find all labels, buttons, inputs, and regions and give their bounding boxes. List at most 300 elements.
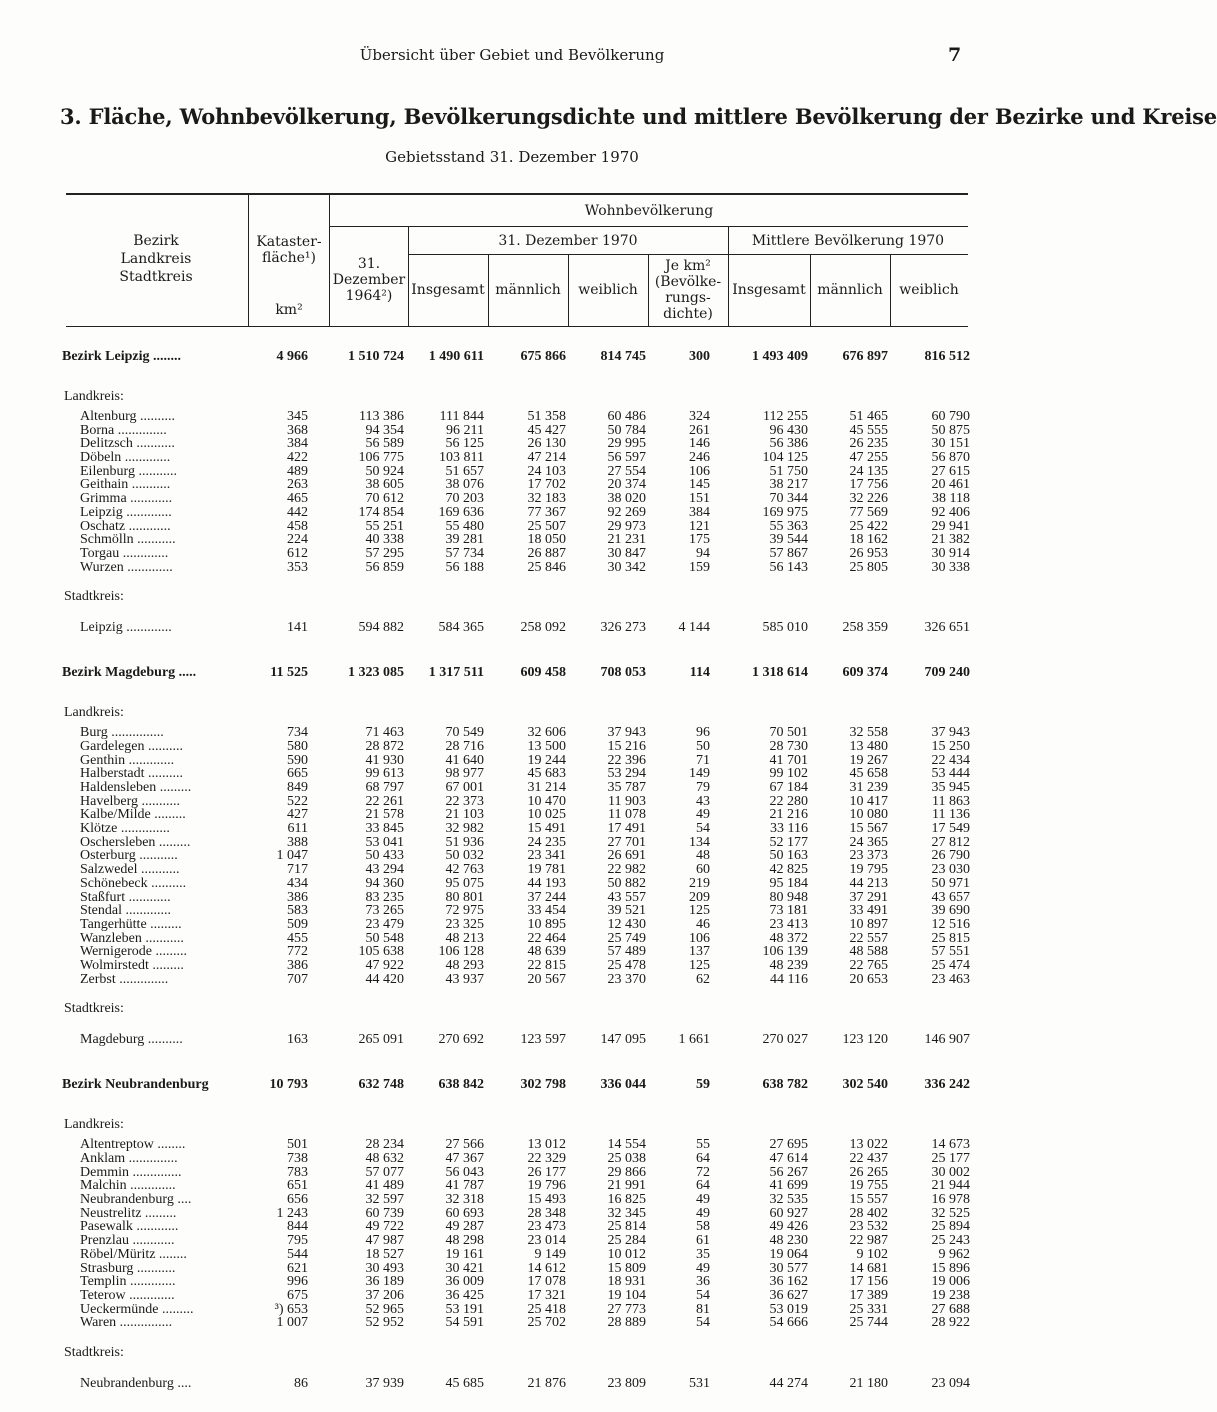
cell-weiblich-1970: 53 294 (607, 766, 646, 782)
cell-katasterflaeche: 651 (287, 1178, 308, 1194)
cell-dichte: 36 (696, 1274, 710, 1290)
row-name: Wurzen ............. (80, 559, 173, 575)
cell-dichte: 261 (689, 422, 710, 438)
cell-dez-1964: 22 261 (365, 793, 404, 809)
cell-insgesamt-1970: 1 490 611 (428, 349, 484, 364)
cell-mittlere-weiblich: 816 512 (924, 349, 970, 364)
cell-mittlere-insgesamt: 32 535 (769, 1192, 808, 1208)
cell-katasterflaeche: 263 (287, 477, 308, 493)
cell-dez-1964: 28 872 (365, 738, 404, 754)
cell-dichte: 79 (696, 780, 710, 795)
cell-maennlich-1970: 24 235 (527, 834, 566, 850)
cell-mittlere-weiblich: 12 516 (931, 916, 970, 932)
cell-mittlere-weiblich: 23 030 (931, 862, 970, 878)
cell-mittlere-maennlich: 10 417 (849, 793, 888, 809)
cell-mittlere-insgesamt: 53 019 (769, 1301, 808, 1317)
cell-mittlere-insgesamt: 44 116 (770, 971, 808, 987)
cell-maennlich-1970: 609 458 (520, 665, 566, 681)
cell-weiblich-1970: 11 078 (608, 807, 646, 823)
cell-maennlich-1970: 10 895 (527, 916, 566, 932)
cell-mittlere-weiblich: 326 651 (924, 620, 970, 636)
row-name: Kalbe/Milde ......... (80, 807, 186, 823)
cell-mittlere-insgesamt: 47 614 (769, 1151, 808, 1166)
cell-insgesamt-1970: 30 421 (445, 1260, 484, 1276)
cell-mittlere-maennlich: 13 022 (849, 1137, 888, 1153)
cell-dez-1964: 94 354 (365, 422, 404, 438)
cell-dichte: 300 (689, 349, 710, 364)
cell-insgesamt-1970: 96 211 (446, 422, 484, 438)
cell-mittlere-weiblich: 25 243 (931, 1233, 970, 1249)
table-row (58, 1316, 973, 1330)
cell-dez-1964: 94 360 (365, 875, 404, 891)
cell-weiblich-1970: 92 269 (607, 504, 646, 520)
cell-dichte: 55 (696, 1137, 710, 1153)
cell-insgesamt-1970: 51 657 (445, 463, 484, 479)
cell-dichte: 94 (696, 545, 710, 561)
cell-weiblich-1970: 336 044 (600, 1077, 646, 1093)
cell-mittlere-insgesamt: 48 372 (769, 930, 808, 946)
cell-dez-1964: 632 748 (358, 1077, 404, 1093)
table-row (58, 808, 973, 822)
cell-maennlich-1970: 17 702 (527, 477, 566, 493)
row-name: Staßfurt ............ (80, 889, 171, 905)
cell-weiblich-1970: 326 273 (600, 620, 646, 636)
cell-maennlich-1970: 23 341 (527, 848, 566, 864)
cell-mittlere-weiblich: 22 434 (931, 752, 970, 768)
cell-mittlere-weiblich: 25 815 (931, 930, 970, 946)
row-name: Strasburg ........... (80, 1260, 176, 1276)
cell-mittlere-maennlich: 24 365 (849, 834, 888, 850)
cell-maennlich-1970: 22 464 (527, 930, 566, 946)
cell-dichte: 134 (689, 834, 710, 850)
cell-weiblich-1970: 10 012 (607, 1246, 646, 1262)
cell-weiblich-1970: 57 489 (607, 944, 646, 960)
table-row (58, 410, 973, 424)
cell-maennlich-1970: 48 639 (527, 944, 566, 960)
table-row (58, 1152, 973, 1166)
cell-mittlere-insgesamt: 80 948 (769, 889, 808, 905)
row-name: Leipzig ............. (80, 620, 172, 636)
cell-mittlere-insgesamt: 41 699 (769, 1178, 808, 1194)
cell-mittlere-insgesamt: 19 064 (769, 1246, 808, 1262)
header-dez-1970: 31. Dezember 1970 (498, 233, 638, 249)
row-name: Pasewalk ............ (80, 1219, 179, 1235)
cell-insgesamt-1970: 72 975 (445, 903, 484, 919)
row-name: Waren ............... (80, 1315, 173, 1331)
row-name: Landkreis: (64, 705, 124, 721)
cell-insgesamt-1970: 638 842 (438, 1077, 484, 1093)
cell-mittlere-maennlich: 10 080 (849, 807, 888, 823)
cell-katasterflaeche: 509 (287, 916, 308, 932)
row-name: Prenzlau ............ (80, 1233, 175, 1249)
table-subtitle: Gebietsstand 31. Dezember 1970 (385, 148, 639, 166)
header-wohnbevoelkerung: Wohnbevölkerung (584, 203, 714, 219)
cell-insgesamt-1970: 47 367 (445, 1151, 484, 1166)
cell-mittlere-insgesamt: 51 750 (769, 463, 808, 479)
cell-weiblich-1970: 23 370 (607, 971, 646, 987)
row-name: Halberstadt .......... (80, 766, 184, 782)
cell-maennlich-1970: 10 025 (527, 807, 566, 823)
cell-dichte: 106 (689, 930, 710, 946)
cell-katasterflaeche: 544 (287, 1246, 308, 1262)
row-name: Neustrelitz ......... (80, 1205, 177, 1221)
cell-weiblich-1970: 25 814 (607, 1219, 646, 1235)
cell-maennlich-1970: 37 244 (527, 889, 566, 905)
cell-katasterflaeche: 388 (287, 834, 308, 850)
cell-katasterflaeche: 345 (287, 409, 308, 424)
cell-katasterflaeche: 422 (287, 450, 308, 466)
cell-mittlere-weiblich: 19 006 (931, 1274, 970, 1290)
row-name: Eilenburg ........... (80, 463, 177, 479)
row-spacer (58, 690, 973, 700)
cell-dez-1964: 47 922 (365, 957, 404, 973)
cell-katasterflaeche: 386 (287, 957, 308, 973)
cell-mittlere-maennlich: 17 156 (849, 1274, 888, 1290)
cell-maennlich-1970: 10 470 (527, 793, 566, 809)
table-row (58, 932, 973, 946)
cell-mittlere-insgesamt: 56 267 (769, 1164, 808, 1180)
cell-insgesamt-1970: 41 640 (445, 752, 484, 768)
table-title: 3. Fläche, Wohnbevölkerung, Bevölkerungsdichte und mittlere Bevölkerung der Bezirke und Kreise (60, 104, 1217, 129)
cell-weiblich-1970: 29 995 (607, 436, 646, 452)
cell-insgesamt-1970: 80 801 (445, 889, 484, 905)
cell-dichte: 71 (696, 752, 710, 768)
cell-mittlere-maennlich: 10 897 (849, 916, 888, 932)
cell-mittlere-insgesamt: 70 501 (769, 725, 808, 741)
cell-dez-1964: 41 930 (365, 752, 404, 768)
header-insgesamt: Insgesamt (411, 282, 485, 298)
row-name: Landkreis: (64, 1117, 124, 1133)
row-name: Döbeln ............. (80, 450, 171, 466)
row-name: Wolmirstedt ......... (80, 957, 184, 973)
cell-katasterflaeche: 1 047 (276, 848, 308, 864)
cell-mittlere-weiblich: 23 094 (931, 1375, 970, 1391)
cell-insgesamt-1970: 41 787 (445, 1178, 484, 1194)
table-row (58, 1234, 973, 1248)
cell-dichte: 49 (696, 1192, 710, 1208)
table-row (58, 492, 973, 506)
cell-mittlere-weiblich: 25 894 (931, 1219, 970, 1235)
cell-insgesamt-1970: 23 325 (445, 916, 484, 932)
cell-insgesamt-1970: 56 188 (445, 559, 484, 575)
cell-mittlere-maennlich: 23 373 (849, 848, 888, 864)
cell-katasterflaeche: 612 (287, 545, 308, 561)
cell-dez-1964: 50 548 (365, 930, 404, 946)
cell-weiblich-1970: 20 374 (607, 477, 646, 493)
row-spacer (58, 1330, 973, 1340)
cell-maennlich-1970: 19 244 (527, 752, 566, 768)
cell-dez-1964: 53 041 (365, 834, 404, 850)
cell-mittlere-weiblich: 30 914 (931, 545, 970, 561)
cell-mittlere-weiblich: 28 922 (931, 1315, 970, 1331)
row-name: Ueckermünde ......... (80, 1301, 194, 1317)
cell-weiblich-1970: 19 104 (607, 1287, 646, 1303)
cell-dichte: 246 (689, 450, 710, 466)
table-row (58, 1303, 973, 1317)
cell-mittlere-maennlich: 32 558 (849, 725, 888, 741)
cell-maennlich-1970: 15 493 (527, 1192, 566, 1208)
cell-maennlich-1970: 23 473 (527, 1219, 566, 1235)
cell-dez-1964: 49 722 (365, 1219, 404, 1235)
header-weiblich: weiblich (899, 282, 959, 298)
table-row (58, 891, 973, 905)
cell-mittlere-insgesamt: 50 163 (769, 848, 808, 864)
row-name: Oschersleben ......... (80, 834, 191, 850)
cell-mittlere-maennlich: 18 162 (849, 532, 888, 548)
cell-insgesamt-1970: 21 103 (445, 807, 484, 823)
cell-maennlich-1970: 24 103 (527, 463, 566, 479)
cell-mittlere-maennlich: 22 437 (849, 1151, 888, 1166)
cell-katasterflaeche: 465 (287, 491, 308, 507)
cell-insgesamt-1970: 48 293 (445, 957, 484, 973)
cell-insgesamt-1970: 22 373 (445, 793, 484, 809)
cell-maennlich-1970: 19 781 (527, 862, 566, 878)
cell-mittlere-insgesamt: 30 577 (769, 1260, 808, 1276)
cell-mittlere-weiblich: 53 444 (931, 766, 970, 782)
cell-maennlich-1970: 13 012 (527, 1137, 566, 1153)
cell-mittlere-maennlich: 19 795 (849, 862, 888, 878)
cell-insgesamt-1970: 57 734 (445, 545, 484, 561)
row-name: Borna .............. (80, 422, 167, 438)
row-spacer (58, 574, 973, 584)
cell-dichte: 219 (689, 875, 710, 891)
cell-mittlere-insgesamt: 106 139 (762, 944, 808, 960)
cell-mittlere-insgesamt: 56 386 (769, 436, 808, 452)
cell-mittlere-weiblich: 38 118 (932, 491, 970, 507)
cell-maennlich-1970: 15 491 (527, 821, 566, 837)
row-spacer (58, 1402, 973, 1412)
table-row (58, 1179, 973, 1193)
cell-mittlere-maennlich: 258 359 (842, 620, 888, 636)
cell-dez-1964: 73 265 (365, 903, 404, 919)
cell-mittlere-insgesamt: 67 184 (769, 780, 808, 795)
cell-mittlere-maennlich: 45 658 (849, 766, 888, 782)
table-row (58, 836, 973, 850)
row-name: Demmin .............. (80, 1164, 182, 1180)
table-row (58, 424, 973, 438)
cell-dez-1964: 23 479 (365, 916, 404, 932)
row-name: Stadtkreis: (64, 1001, 124, 1017)
cell-insgesamt-1970: 48 213 (445, 930, 484, 946)
cell-mittlere-maennlich: 21 180 (849, 1375, 888, 1391)
cell-mittlere-insgesamt: 73 181 (769, 903, 808, 919)
cell-katasterflaeche: 1 243 (276, 1205, 308, 1221)
row-name: Wernigerode ......... (80, 944, 187, 960)
cell-weiblich-1970: 147 095 (600, 1032, 646, 1048)
table-row (58, 451, 973, 465)
cell-maennlich-1970: 25 418 (527, 1301, 566, 1317)
cell-mittlere-insgesamt: 1 318 614 (752, 665, 808, 681)
table-row (58, 877, 973, 891)
cell-mittlere-weiblich: 26 790 (931, 848, 970, 864)
table-body (58, 340, 973, 1412)
cell-dez-1964: 43 294 (365, 862, 404, 878)
cell-katasterflaeche: 656 (287, 1192, 308, 1208)
cell-mittlere-insgesamt: 22 280 (769, 793, 808, 809)
cell-dichte: 145 (689, 477, 710, 493)
header-weiblich: weiblich (578, 282, 638, 298)
row-name: Havelberg ........... (80, 793, 181, 809)
cell-mittlere-insgesamt: 54 666 (769, 1315, 808, 1331)
row-spacer (58, 1058, 973, 1068)
table-row (58, 959, 973, 973)
cell-insgesamt-1970: 67 001 (445, 780, 484, 795)
cell-dichte: 121 (689, 518, 710, 534)
cell-weiblich-1970: 17 491 (607, 821, 646, 837)
cell-dichte: 60 (696, 862, 710, 878)
cell-dez-1964: 30 493 (365, 1260, 404, 1276)
cell-katasterflaeche: 353 (287, 559, 308, 575)
cell-mittlere-maennlich: 123 120 (842, 1032, 888, 1048)
cell-dichte: 61 (696, 1233, 710, 1249)
cell-dez-1964: 60 739 (365, 1205, 404, 1221)
cell-mittlere-maennlich: 25 331 (849, 1301, 888, 1317)
cell-maennlich-1970: 45 683 (527, 766, 566, 782)
cell-insgesamt-1970: 106 128 (438, 944, 484, 960)
cell-weiblich-1970: 21 991 (607, 1178, 646, 1194)
cell-maennlich-1970: 26 177 (527, 1164, 566, 1180)
cell-katasterflaeche: 844 (287, 1219, 308, 1235)
cell-insgesamt-1970: 98 977 (445, 766, 484, 782)
cell-mittlere-maennlich: 15 567 (849, 821, 888, 837)
cell-insgesamt-1970: 36 425 (445, 1287, 484, 1303)
cell-dez-1964: 32 597 (365, 1192, 404, 1208)
cell-dez-1964: 113 386 (359, 409, 404, 424)
cell-mittlere-insgesamt: 57 867 (769, 545, 808, 561)
cell-mittlere-weiblich: 14 673 (931, 1137, 970, 1153)
table-row (58, 973, 973, 987)
header-dez-1964: 31. Dezember 1964²) (332, 256, 406, 304)
cell-mittlere-maennlich: 26 265 (849, 1164, 888, 1180)
cell-dichte: 54 (696, 1287, 710, 1303)
table-row (58, 465, 973, 479)
cell-insgesamt-1970: 36 009 (445, 1274, 484, 1290)
cell-mittlere-weiblich: 29 941 (931, 518, 970, 534)
cell-insgesamt-1970: 56 125 (445, 436, 484, 452)
cell-mittlere-weiblich: 60 790 (931, 409, 970, 424)
header-mittlere: Mittlere Bevölkerung 1970 (751, 233, 945, 249)
table-row (58, 1138, 973, 1152)
cell-maennlich-1970: 302 798 (520, 1077, 566, 1093)
cell-insgesamt-1970: 51 936 (445, 834, 484, 850)
cell-katasterflaeche: 455 (287, 930, 308, 946)
cell-katasterflaeche: 386 (287, 889, 308, 905)
row-name: Tangerhütte ......... (80, 916, 182, 932)
cell-mittlere-weiblich: 30 338 (931, 559, 970, 575)
table-row (58, 945, 973, 959)
cell-dichte: 149 (689, 766, 710, 782)
cell-mittlere-weiblich: 32 525 (931, 1205, 970, 1221)
cell-mittlere-maennlich: 22 557 (849, 930, 888, 946)
row-name: Magdeburg .......... (80, 1032, 183, 1048)
cell-weiblich-1970: 32 345 (607, 1205, 646, 1221)
cell-maennlich-1970: 45 427 (527, 422, 566, 438)
cell-dez-1964: 71 463 (365, 725, 404, 741)
cell-dez-1964: 52 952 (365, 1315, 404, 1331)
cell-katasterflaeche: 795 (287, 1233, 308, 1249)
table-row (58, 520, 973, 534)
cell-maennlich-1970: 47 214 (527, 450, 566, 466)
cell-mittlere-maennlich: 51 465 (849, 409, 888, 424)
cell-maennlich-1970: 44 193 (527, 875, 566, 891)
cell-weiblich-1970: 15 216 (607, 738, 646, 754)
cell-mittlere-weiblich: 146 907 (924, 1032, 970, 1048)
row-name: Salzwedel ........... (80, 862, 180, 878)
cell-insgesamt-1970: 19 161 (445, 1246, 484, 1262)
cell-weiblich-1970: 28 889 (607, 1315, 646, 1331)
cell-mittlere-maennlich: 28 402 (849, 1205, 888, 1221)
cell-mittlere-insgesamt: 42 825 (769, 862, 808, 878)
cell-dichte: 62 (696, 971, 710, 987)
table-row (58, 740, 973, 754)
cell-weiblich-1970: 22 982 (607, 862, 646, 878)
cell-mittlere-maennlich: 22 987 (849, 1233, 888, 1249)
cell-mittlere-maennlich: 19 755 (849, 1178, 888, 1194)
table-row (58, 863, 973, 877)
cell-katasterflaeche: 11 525 (270, 665, 308, 681)
cell-dez-1964: 38 605 (365, 477, 404, 493)
cell-weiblich-1970: 43 557 (607, 889, 646, 905)
cell-weiblich-1970: 12 430 (607, 916, 646, 932)
cell-weiblich-1970: 23 809 (607, 1375, 646, 1391)
cell-dez-1964: 174 854 (358, 504, 404, 520)
cell-mittlere-weiblich: 50 875 (931, 422, 970, 438)
cell-dez-1964: 28 234 (365, 1137, 404, 1153)
row-name: Burg ............... (80, 725, 164, 741)
cell-mittlere-insgesamt: 41 701 (769, 752, 808, 768)
row-name: Zerbst .............. (80, 971, 169, 987)
cell-katasterflaeche: 734 (287, 725, 308, 741)
cell-insgesamt-1970: 27 566 (445, 1137, 484, 1153)
cell-mittlere-weiblich: 25 177 (931, 1151, 970, 1166)
header-vline (248, 193, 249, 326)
cell-dichte: 125 (689, 957, 710, 973)
row-name: Schmölln ........... (80, 532, 176, 548)
cell-dichte: 50 (696, 738, 710, 754)
cell-mittlere-insgesamt: 95 184 (769, 875, 808, 891)
cell-insgesamt-1970: 111 844 (439, 409, 484, 424)
cell-mittlere-insgesamt: 104 125 (762, 450, 808, 466)
cell-insgesamt-1970: 70 549 (445, 725, 484, 741)
cell-mittlere-maennlich: 9 102 (856, 1246, 888, 1262)
table-row (58, 506, 973, 520)
cell-dez-1964: 57 295 (365, 545, 404, 561)
cell-mittlere-insgesamt: 1 493 409 (752, 349, 808, 364)
cell-katasterflaeche: 675 (287, 1287, 308, 1303)
row-name: Leipzig ............. (80, 504, 172, 520)
cell-mittlere-maennlich: 25 422 (849, 518, 888, 534)
cell-mittlere-weiblich: 23 463 (931, 971, 970, 987)
row-spacer (58, 986, 973, 996)
cell-mittlere-insgesamt: 52 177 (769, 834, 808, 850)
cell-mittlere-insgesamt: 27 695 (769, 1137, 808, 1153)
row-name: Gardelegen .......... (80, 738, 184, 754)
section-label (58, 1340, 973, 1366)
cell-dez-1964: 33 845 (365, 821, 404, 837)
cell-insgesamt-1970: 95 075 (445, 875, 484, 891)
row-name: Grimma ............ (80, 491, 173, 507)
cell-insgesamt-1970: 28 716 (445, 738, 484, 754)
table-row (58, 754, 973, 768)
cell-mittlere-maennlich: 20 653 (849, 971, 888, 987)
cell-maennlich-1970: 25 702 (527, 1315, 566, 1331)
cell-dez-1964: 99 613 (365, 766, 404, 782)
table-row (58, 533, 973, 547)
cell-katasterflaeche: 141 (287, 620, 308, 636)
cell-mittlere-weiblich: 21 382 (931, 532, 970, 548)
cell-mittlere-maennlich: 26 235 (849, 436, 888, 452)
cell-dichte: 64 (696, 1151, 710, 1166)
